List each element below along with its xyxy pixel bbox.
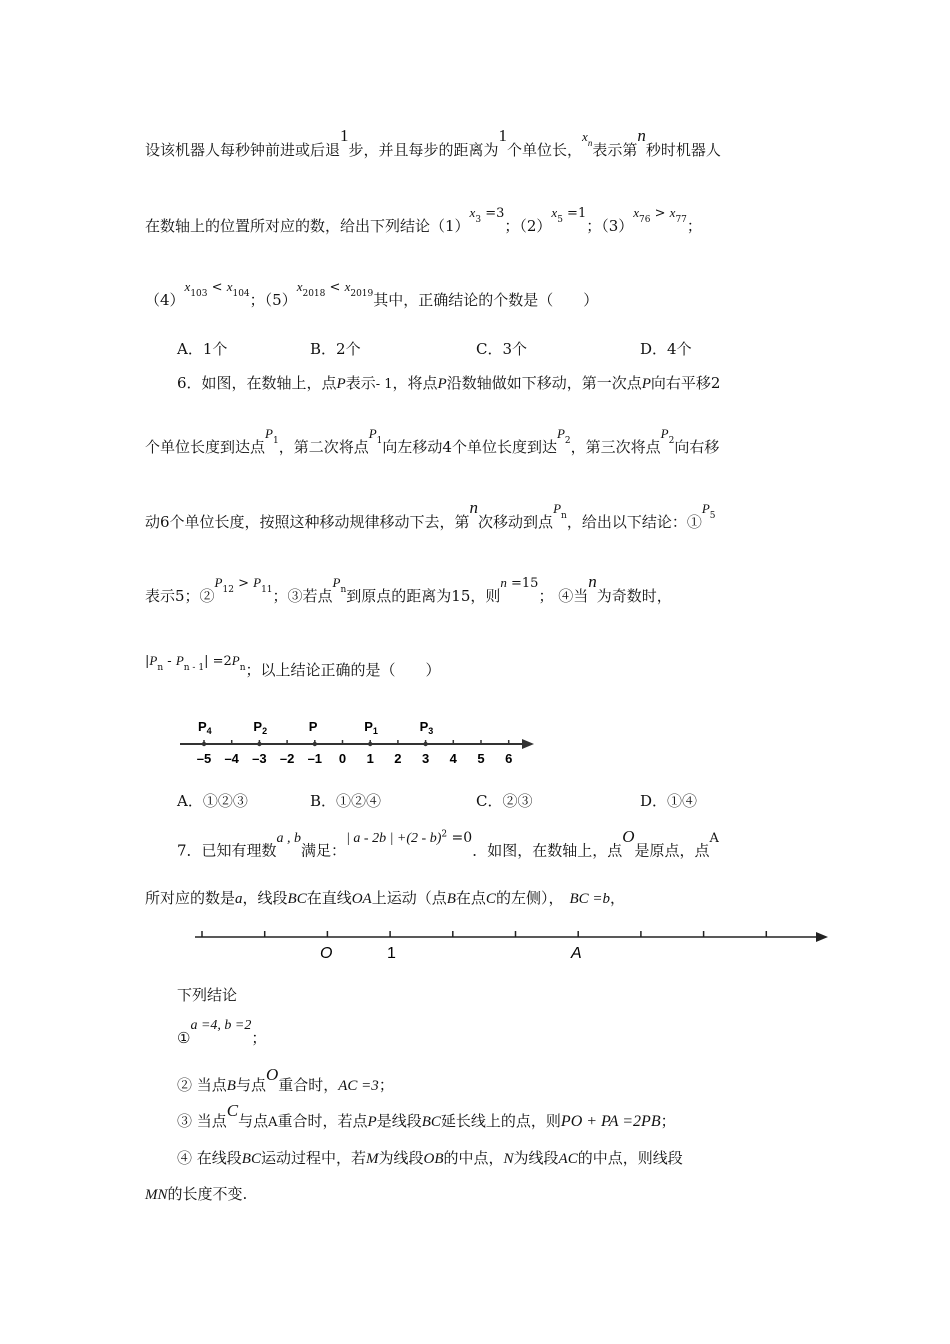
math-expr: a =4, b =2 [190, 1018, 252, 1033]
text: 的左侧）， [495, 889, 564, 907]
math-c5 [296, 279, 374, 299]
point-dot [257, 742, 261, 746]
text: ② 当点 [177, 1076, 227, 1094]
text: 与点 [235, 1076, 266, 1094]
q7-ticks [202, 931, 766, 937]
text: 与点 [238, 1112, 269, 1130]
math-c2 [551, 205, 587, 225]
math-c4 [184, 279, 250, 299]
q6-line-3 [145, 498, 716, 535]
tick-label: –5 [196, 751, 212, 766]
text: 其中，正确结论的个数是（ ） [373, 291, 599, 309]
math-p1 [368, 426, 383, 446]
op: < [325, 280, 345, 295]
sub: n [239, 663, 246, 673]
text: ； [378, 1076, 394, 1094]
var: P [265, 426, 273, 441]
var-mn: MN [145, 1187, 168, 1203]
option-value: ①②④ [336, 792, 382, 810]
var: P [332, 575, 341, 590]
sub: n [340, 585, 347, 595]
text: 延长线上的点，则 [440, 1112, 561, 1130]
var-a: a [235, 891, 243, 907]
q5-line-2 [145, 205, 702, 239]
var-p: P [437, 376, 447, 392]
text: ； ④当 [538, 587, 589, 605]
text: 满足： [301, 841, 347, 860]
text: 重合时， [278, 1076, 339, 1094]
text: 在直线 [306, 889, 352, 907]
q7-conclusion-1 [177, 1018, 267, 1050]
text: 的中点， [443, 1149, 504, 1167]
text: ， [610, 889, 626, 907]
var: x [184, 279, 191, 294]
option-value: ①②③ [202, 792, 248, 810]
text: 为奇数时， [596, 587, 672, 605]
point-label: $P_2$ [253, 719, 268, 736]
var-n: n [469, 498, 479, 517]
var-a: A [709, 830, 719, 846]
text: 个单位长度到达点 [145, 438, 266, 456]
sub: 2 [668, 436, 675, 446]
text: ，第二次将点 [278, 438, 369, 456]
sub: 11 [261, 585, 273, 595]
var-n: n [637, 126, 646, 145]
q7-conclusion-2 [177, 1065, 394, 1096]
text: ；（5） [249, 291, 297, 309]
tick-label: 2 [394, 751, 402, 766]
text: 秒时机器人 [645, 141, 721, 159]
tick-label: 0 [338, 751, 347, 766]
text: ．如图，在数轴上，点 [472, 841, 623, 860]
var: P [214, 575, 223, 590]
var: P [175, 653, 184, 668]
tick-label: 3 [421, 751, 430, 766]
var-ac: AC [558, 1151, 578, 1167]
math-c3 [633, 205, 687, 225]
q7-list-title: 下列结论 [177, 986, 238, 1004]
math-p12-p11 [214, 575, 273, 595]
point-dot [202, 742, 206, 746]
var-n: n [588, 572, 597, 591]
op: < [207, 280, 227, 295]
option-value: 4个 [667, 340, 692, 358]
math-ab: a , b [276, 830, 302, 846]
text: ，线段 [242, 889, 288, 907]
var: x [633, 205, 640, 220]
text: 动6个单位长度，按照这种移动规律移动下去，第 [145, 513, 470, 531]
bar: | [204, 654, 209, 669]
text: 是原点，点 [634, 841, 710, 860]
sub: 1 [376, 436, 383, 446]
text: 为线段 [513, 1149, 559, 1167]
var-bc: BC [241, 1151, 261, 1167]
point-label: $P_4$ [198, 719, 212, 736]
q7-line-2 [145, 888, 625, 909]
math-neg1: - 1 [375, 377, 393, 392]
label-o: O [320, 945, 333, 962]
math-1: 1 [340, 126, 349, 145]
var-n: N [503, 1151, 514, 1167]
math-po-pa: PO + PA =2PB [560, 1113, 661, 1130]
sub: 2018 [302, 289, 326, 299]
text: 沿数轴做如下移动，第一次点 [446, 374, 642, 392]
q7-number-line [190, 925, 840, 965]
text: 向右移 [674, 438, 720, 456]
q7-line-1 [177, 826, 719, 863]
sub: 2019 [350, 289, 374, 299]
tick-label: 4 [449, 751, 457, 766]
math-xn [582, 129, 593, 148]
q6-line-1 [177, 373, 720, 395]
sub: 2 [564, 436, 571, 446]
text: 为线段 [378, 1149, 424, 1167]
bar: | [145, 654, 150, 669]
text: ； [660, 1112, 676, 1130]
var-b: B [446, 891, 456, 907]
arrow-head [816, 932, 828, 942]
text: ，给出以下结论：① [566, 513, 702, 531]
q6-line-4 [145, 572, 672, 609]
point-label: $P_3$ [419, 719, 434, 736]
math-bc-eq: BC =b [569, 891, 610, 907]
var-ob: OB [423, 1151, 444, 1167]
math-n-eq [500, 576, 538, 591]
math-pn [553, 501, 567, 521]
option-label: A． [177, 792, 203, 810]
q5-option-b[interactable] [310, 338, 361, 359]
var: x [469, 205, 476, 220]
text: 向右平移2 [650, 374, 721, 392]
sub-n: n [587, 138, 593, 148]
sub: 5 [557, 215, 563, 225]
var-o: O [622, 826, 635, 846]
op: =2 [208, 654, 232, 669]
sub: 76 [639, 215, 651, 225]
var: P [553, 501, 562, 516]
text: 7．已知有理数 [177, 841, 277, 860]
q7-conclusion-4 [177, 1148, 683, 1169]
text: （4） [145, 291, 185, 309]
var: x [551, 205, 558, 220]
text: ；（3） [586, 217, 634, 235]
q5-line-3 [145, 279, 599, 313]
text: ，将点 [392, 374, 438, 392]
q6-option-d[interactable] [640, 790, 697, 811]
text: ；③若点 [272, 587, 333, 605]
tick-label: 5 [477, 751, 485, 766]
q6-option-c[interactable] [476, 790, 533, 811]
math-ac-eq: AC =3 [338, 1078, 379, 1094]
math-c1 [469, 205, 505, 225]
text: 的中点，则线段 [577, 1149, 683, 1167]
op: > [650, 206, 670, 221]
text: ； [686, 217, 702, 235]
var: x [344, 279, 351, 294]
mark: ① [177, 1029, 191, 1047]
tick-label: –3 [252, 751, 267, 766]
rest: =3 [481, 206, 505, 221]
var: x [296, 279, 303, 294]
expr: | a - 2b | +(2 - b) [346, 830, 442, 846]
point-dot [313, 742, 317, 746]
option-label: C． [476, 340, 503, 358]
var: x [226, 279, 233, 294]
point-label: $P_1$ [364, 719, 378, 736]
var-bc: BC [287, 891, 307, 907]
option-value: 1个 [202, 340, 228, 358]
sub: n - 1 [183, 663, 205, 673]
sub: n [561, 511, 567, 521]
var-p: P [367, 1114, 377, 1130]
text: 表示5；② [145, 587, 215, 605]
point-dot [423, 742, 427, 746]
var-bc: BC [421, 1114, 441, 1130]
point-dot [368, 742, 372, 746]
var: P [556, 426, 565, 441]
var: P [149, 653, 158, 668]
text: 向左移动4个单位长度到达 [382, 438, 557, 456]
var-b: B [226, 1078, 236, 1094]
rest: =1 [562, 206, 587, 221]
q7-conclusion-3 [177, 1101, 676, 1133]
var: P [231, 653, 240, 668]
var-oa: OA [351, 891, 372, 907]
option-label: C． [476, 792, 503, 810]
q5-option-a[interactable] [177, 338, 227, 359]
var: P [253, 575, 262, 590]
option-label: D． [640, 792, 668, 810]
math-p2 [556, 426, 571, 446]
q5-line-1 [145, 126, 721, 162]
q6-number-line [170, 715, 550, 775]
var-p: P [336, 376, 346, 392]
option-value: 2个 [336, 340, 361, 358]
q7-conclusion-4-cont [145, 1184, 247, 1205]
sub: 3 [475, 215, 482, 225]
option-label: A． [177, 340, 203, 358]
point-label: P [308, 719, 318, 734]
text: 上运动（点 [371, 889, 447, 907]
option-value: ①④ [667, 792, 698, 810]
option-label: B． [310, 340, 337, 358]
text: 重合时，若点 [277, 1112, 368, 1130]
q6-option-a[interactable] [177, 790, 248, 811]
op: - [163, 654, 176, 669]
tick-label: –1 [307, 751, 323, 766]
math-p5 [701, 501, 716, 521]
tick-label: –4 [224, 751, 239, 766]
var: P [701, 501, 710, 516]
sub: 77 [675, 215, 687, 225]
sup: 2 [441, 829, 448, 839]
text: 是线段 [376, 1112, 422, 1130]
label-1: 1 [387, 945, 396, 962]
sub: 12 [222, 585, 234, 595]
var: P [660, 426, 669, 441]
option-label: D． [640, 340, 668, 358]
math-p2 [660, 426, 675, 446]
tick-label: 6 [505, 751, 513, 766]
tick-label: –2 [279, 751, 295, 766]
q5-option-d[interactable] [640, 338, 692, 359]
text: ③ 当点 [177, 1112, 227, 1130]
option-value: ②③ [502, 792, 533, 810]
text: ，第三次将点 [570, 438, 661, 456]
var-a: A [268, 1115, 278, 1130]
var-p: P [641, 376, 651, 392]
q6-option-b[interactable] [310, 790, 381, 811]
q5-option-c[interactable] [476, 338, 527, 359]
text: 在数轴上的位置所对应的数，给出下列结论（1） [145, 217, 470, 235]
sub: 1 [272, 436, 279, 446]
text: 个单位长， [507, 141, 583, 159]
label-a: A [571, 945, 582, 962]
tick-label: 1 [366, 751, 374, 766]
text: 步，并且每步的距离为 [348, 141, 499, 159]
text: ；（2） [504, 217, 552, 235]
sub: 103 [190, 289, 208, 299]
var-o: O [265, 1065, 279, 1084]
var-c: C [226, 1101, 239, 1120]
math-1: 1 [498, 126, 508, 145]
option-label: B． [310, 792, 337, 810]
text: ；以上结论正确的是（ ） [245, 661, 441, 679]
var-x: x [582, 129, 588, 144]
text: 运动过程中，若 [260, 1149, 366, 1167]
text: 表示第 [592, 141, 638, 159]
math-condition [346, 830, 472, 846]
text: ； [251, 1029, 267, 1047]
sub: 5 [709, 511, 716, 521]
var: n [500, 575, 507, 590]
math-abs-expr [145, 653, 246, 673]
text: 所对应的数是 [145, 889, 236, 907]
op: > [233, 576, 254, 591]
arrow-head [522, 739, 534, 749]
text: 次移动到点 [478, 513, 554, 531]
sub: 104 [232, 289, 250, 299]
text: 6．如图，在数轴上，点 [177, 374, 337, 392]
text: 在点 [455, 889, 486, 907]
text: 的长度不变. [167, 1185, 248, 1203]
rest: =15 [506, 576, 539, 591]
math-pn [332, 575, 347, 595]
sub: n [157, 663, 164, 673]
text: ④ 在线段 [177, 1149, 242, 1167]
option-value: 3个 [502, 340, 528, 358]
text: 设该机器人每秒钟前进或后退 [145, 141, 341, 159]
var-m: M [365, 1151, 379, 1167]
var: P [368, 426, 377, 441]
var-c: C [485, 891, 496, 907]
text: 到原点的距离为15，则 [346, 587, 501, 605]
text: 表示 [345, 374, 376, 392]
q6-line-2 [145, 426, 720, 460]
math-p1 [265, 426, 279, 446]
rest: =0 [447, 829, 473, 846]
var: x [669, 205, 676, 220]
q6-line-5 [145, 653, 441, 683]
